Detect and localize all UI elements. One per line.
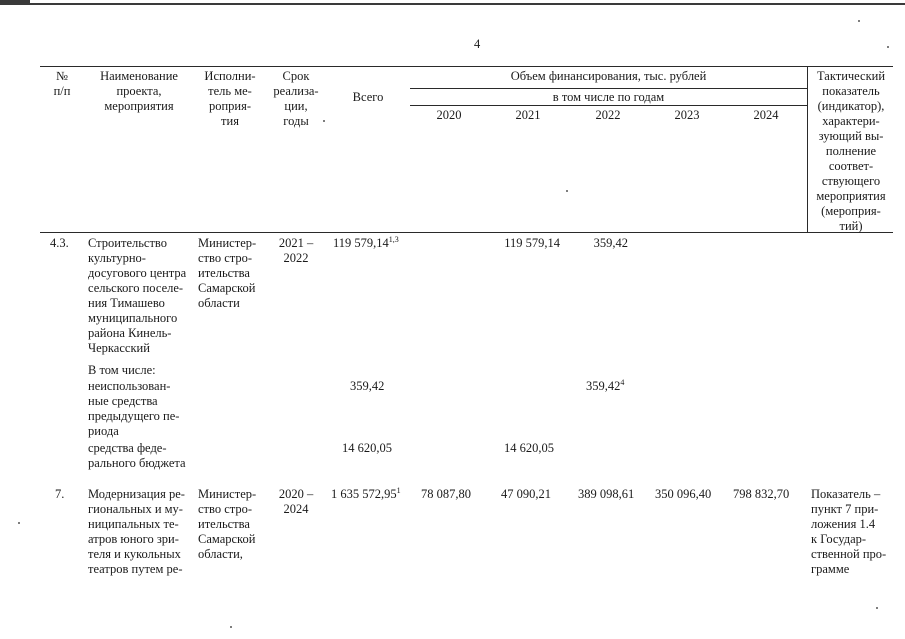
row-7-2021: 47 090,21 — [501, 487, 551, 501]
row-7-2020: 78 087,80 — [421, 487, 471, 501]
unused-funds-2022-value: 359,42 — [586, 379, 621, 393]
scan-speck — [18, 522, 20, 524]
row-7-indicator: Показатель – пункт 7 при- ложения 1.4 к Государ- ственной про- грамме — [811, 487, 887, 576]
header-by-years: в том числе по годам — [552, 90, 665, 104]
scan-top-border — [0, 3, 905, 5]
row-7-executor: Министер- ство стро- ительства Самарской области, — [198, 487, 257, 561]
unused-funds-total: 359,42 — [350, 379, 385, 393]
header-year-2023: 2023 — [674, 108, 700, 122]
federal-budget-name: средства феде- рального бюджета — [88, 441, 186, 470]
row-7-total-footnote: 1 — [396, 486, 401, 495]
row-4-3-name: Строительство культурно- досугового центра сельского поселе- ния Тимашево муниципального района Кинель- Черкасский — [88, 236, 187, 355]
including-label: В том числе: — [88, 363, 156, 377]
row-7-name: Модернизация ре- гиональных и му- ниципальных те- атров юного зри- теля и кукольных театров путем ре- — [88, 487, 185, 576]
scan-speck — [230, 626, 232, 628]
row-4-3-number: 4.3. — [50, 236, 69, 250]
row-7-2023: 350 096,40 — [655, 487, 712, 501]
scan-speck — [323, 120, 325, 122]
federal-budget-2021: 14 620,05 — [504, 441, 554, 455]
funding-subheader-rule — [410, 88, 807, 89]
header-indicator: Тактический показатель (индикатор), характери- зующий вы- полнение соответ- ствующего мероприятия (мероприя- тий) — [816, 69, 886, 233]
header-year-2020: 2020 — [436, 108, 462, 122]
row-7-total — [331, 487, 401, 502]
row-7-total-value: 1 635 572,95 — [331, 487, 397, 501]
header-total: Всего — [352, 90, 384, 104]
row-4-3-total-footnote: 1,3 — [388, 235, 399, 244]
header-year-2022: 2022 — [595, 108, 621, 122]
row-7-number: 7. — [55, 487, 65, 501]
page-number: 4 — [474, 37, 481, 51]
row-4-3-executor: Министер- ство стро- ительства Самарской области — [198, 236, 257, 310]
table-top-rule — [40, 66, 893, 67]
scan-speck — [887, 46, 889, 48]
header-project-name: Наименование проекта, мероприятия — [100, 69, 178, 113]
unused-funds-2022 — [586, 379, 624, 394]
row-4-3-period: 2021 – 2022 — [278, 236, 314, 265]
header-year-2024: 2024 — [753, 108, 779, 122]
years-subheader-rule — [410, 105, 807, 106]
header-bottom-rule — [40, 232, 893, 233]
row-4-3-2022: 359,42 — [593, 236, 628, 250]
header-executor: Исполни- тель ме- роприя- тия — [204, 69, 256, 128]
header-number: № п/п — [53, 69, 71, 98]
header-period: Срок реализа- ции, годы — [273, 69, 319, 128]
federal-budget-total: 14 620,05 — [342, 441, 392, 455]
unused-funds-name: неиспользован- ные средства предыдущего пе- риода — [88, 379, 180, 438]
header-funding: Объем финансирования, тыс. рублей — [510, 69, 707, 83]
scan-speck — [566, 190, 568, 192]
row-7-2024: 798 832,70 — [733, 487, 790, 501]
row-7-period: 2020 – 2024 — [278, 487, 314, 516]
row-4-3-2021: 119 579,14 — [504, 236, 560, 250]
scan-speck — [858, 20, 860, 22]
unused-funds-2022-footnote: 4 — [620, 378, 625, 387]
header-year-2021: 2021 — [515, 108, 541, 122]
row-4-3-total-value: 119 579,14 — [333, 236, 389, 250]
row-7-2022: 389 098,61 — [578, 487, 635, 501]
row-4-3-total — [333, 236, 399, 251]
scan-speck — [876, 607, 878, 609]
